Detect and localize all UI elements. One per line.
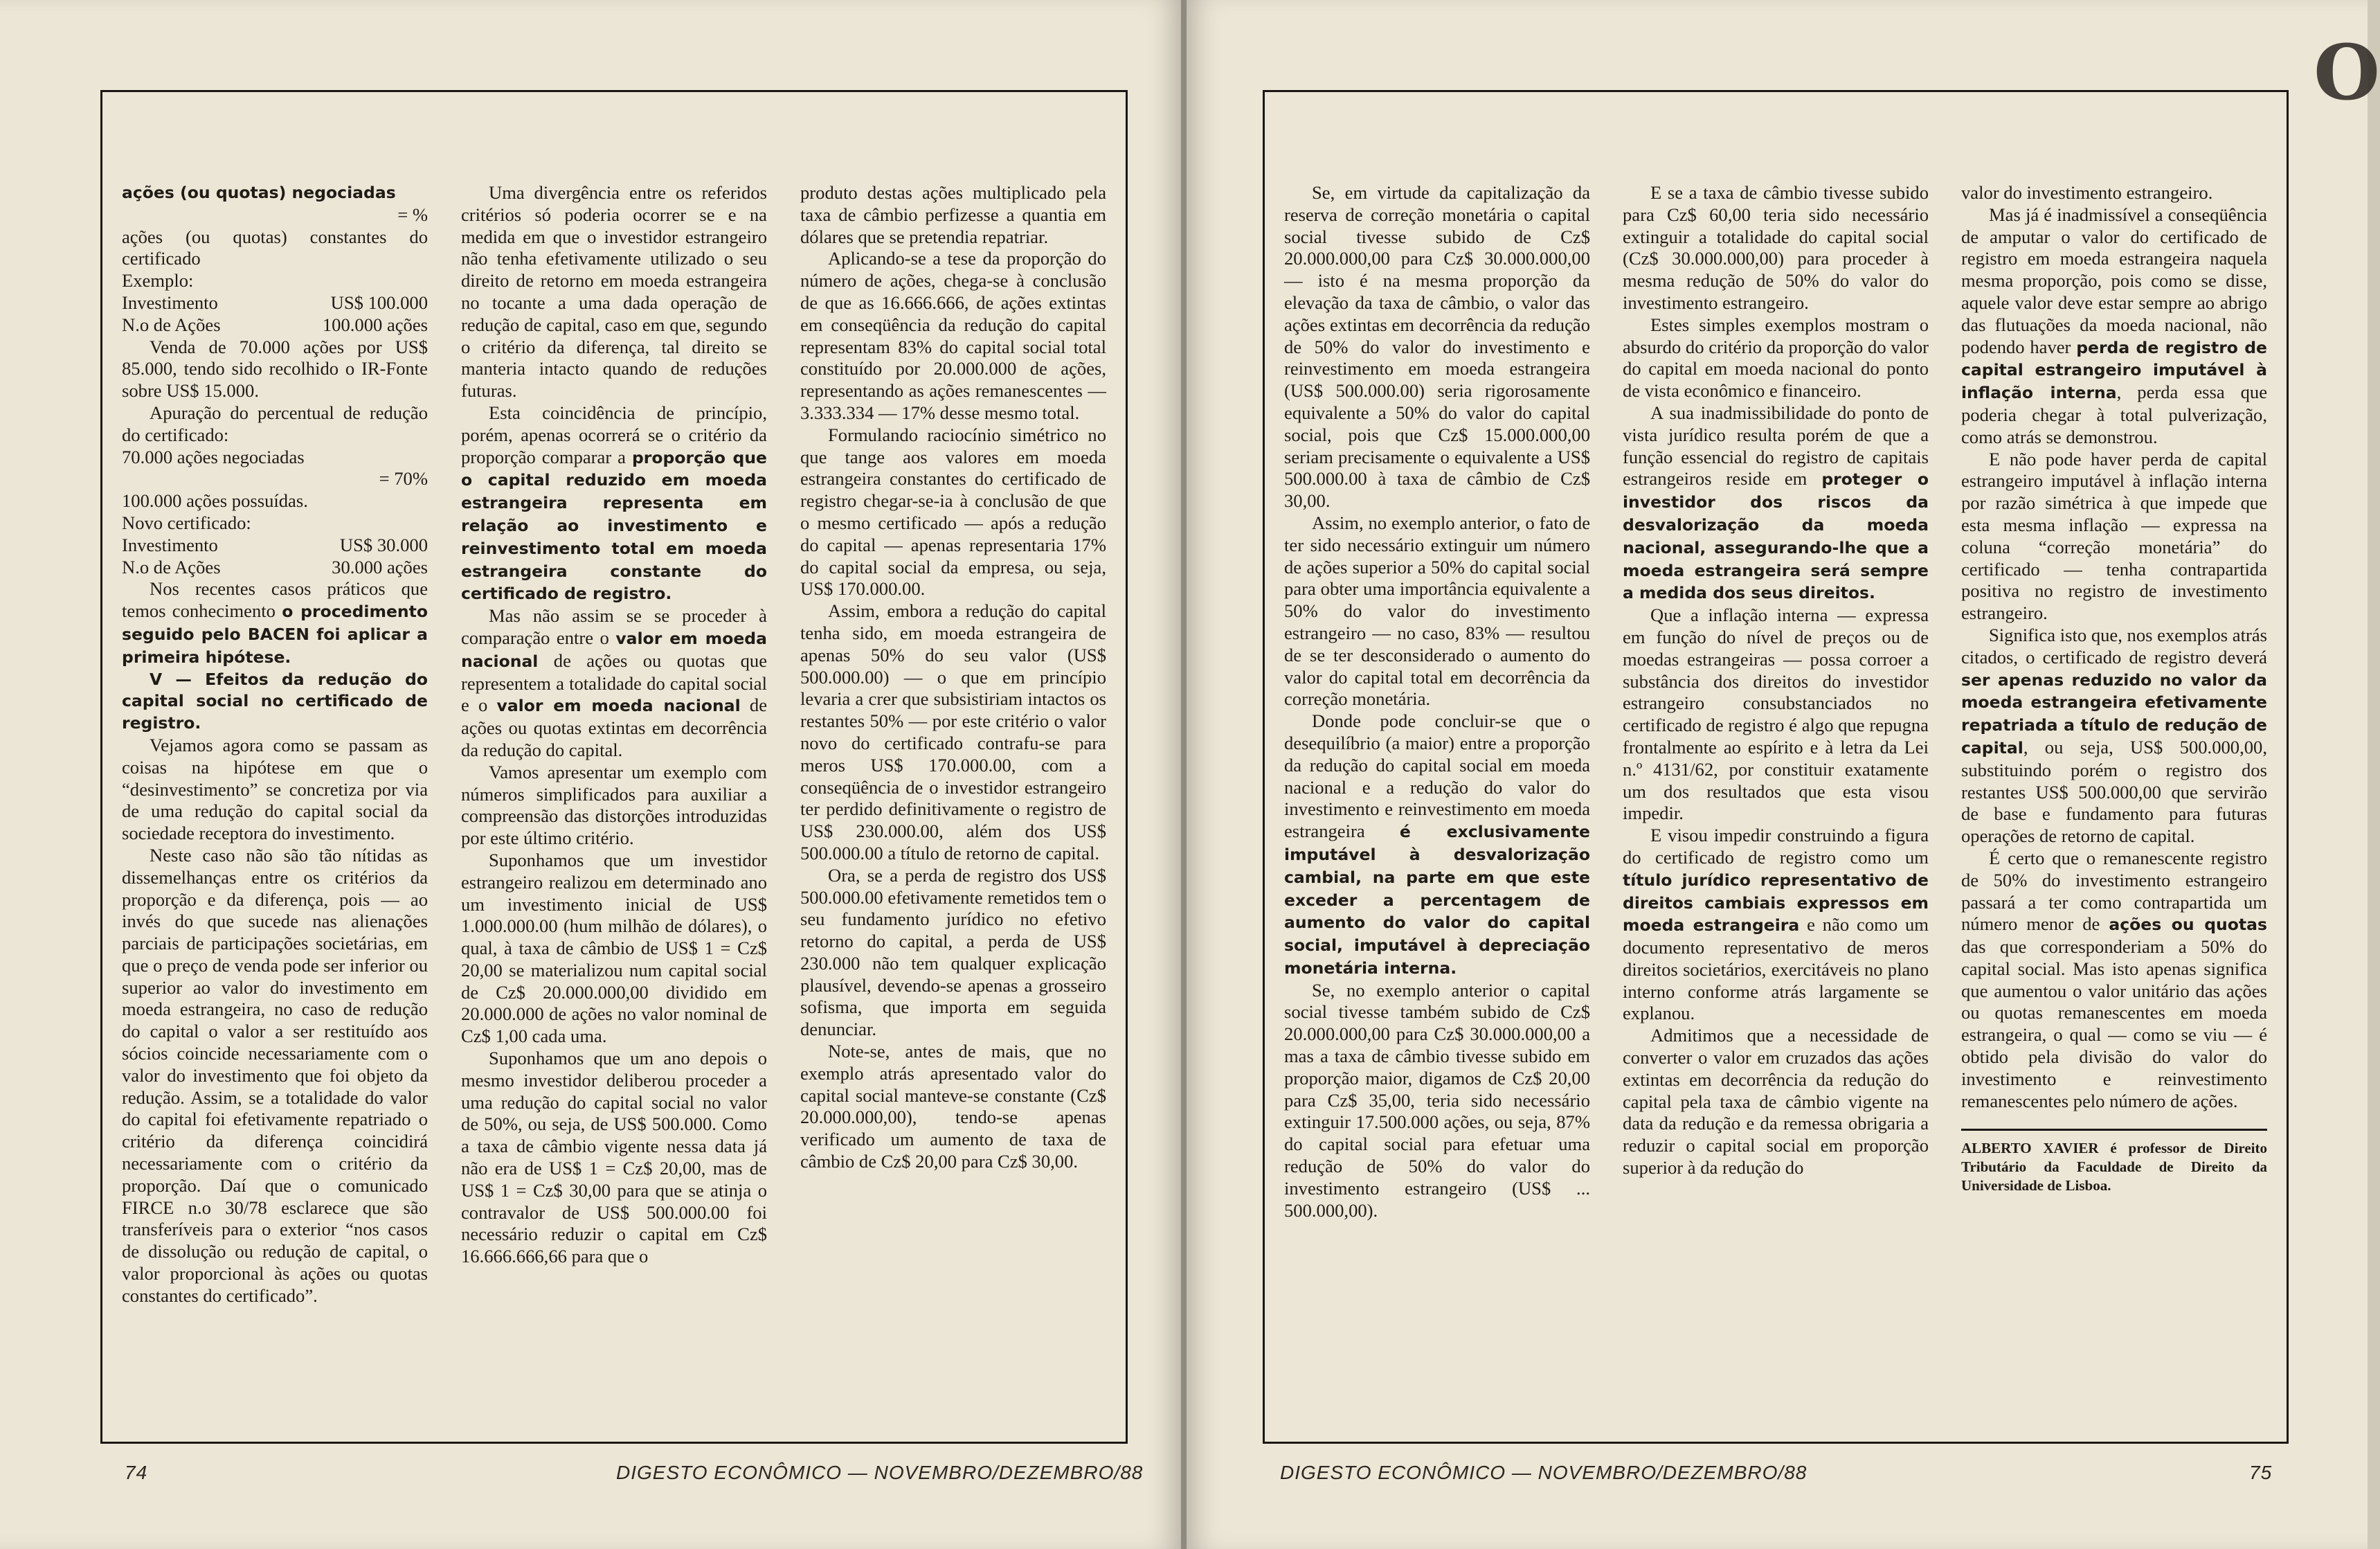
author-bio: ALBERTO XAVIER é professor de Direito Tributário da Faculdade de Direito da Universidade de Lisboa. <box>1961 1129 2267 1195</box>
section-heading: V — Efeitos da redução do capital social no certificado de registro. <box>122 669 428 733</box>
paragraph <box>1961 848 2267 1113</box>
bold-text-run: ser apenas reduzido no valor da moeda estrangeira efetivamente repatriada a título de redução de capital <box>1961 670 2267 758</box>
right-column-3 <box>1961 182 2267 1428</box>
paragraph: Assim, embora a redução do capital tenha sido, em moeda estrangeira de apenas 50% do seu valor (US$ 500.000.00) — o que em princípio levaria a crer que subsistiriam intactos os restantes 50% — por este critério o valor novo do certificado contrafu-se para meros US$ 170.000.00, com a conseqüência de o investidor estrangeiro ter perdido definitivamente o registro de US$ 230.000.00, além dos US$ 500.000.00 a título de retorno de capital. <box>800 600 1106 863</box>
paragraph <box>1961 204 2267 449</box>
paragraph: produto destas ações multiplicado pela taxa de câmbio perfizesse a quantia em dólares que se pretendia repatriar. <box>800 182 1106 247</box>
text-run: Mas já é inadmissível a conseqüência de amputar o valor do certificado de registro em moeda estrangeira naquela mesma proporção, pois como se disse, aquele valor deve estar sempre ao abrigo das flutuações da moeda nacional, não podendo haver <box>1961 204 2267 357</box>
fraction-equals: = 70% <box>379 468 428 490</box>
paragraph: Admitimos que a necessidade de converter o valor em cruzados das ações extintas em decorrência da redução do capital pela taxa de câmbio vigente na data da redução e da remessa obrigaria a reduzir o capital social em proporção superior à da redução do <box>1623 1025 1929 1179</box>
row-value: US$ 30.000 <box>339 534 428 555</box>
right-page-frame <box>1263 90 2289 1444</box>
paragraph: Ora, se a perda de registro dos US$ 500.000.00 efetivamente remetidos tem o seu fundamento jurídico no efetivo retorno do capital, a perda de US$ 230.000 não tem qualquer explicação plausível, devendo-se apenas a grosseiro sofisma, que importa em seguida denunciar. <box>800 864 1106 1040</box>
right-columns <box>1265 182 2287 1428</box>
text-run: Nos recentes casos práticos que temos conhecimento <box>122 578 428 622</box>
left-columns <box>102 182 1126 1428</box>
paragraph: Apuração do percentual de redução do certificado: <box>122 402 428 445</box>
example-row <box>122 535 428 557</box>
paragraph <box>461 605 767 762</box>
paragraph <box>1623 402 1929 605</box>
text-run: E visou impedir construindo a figura do certificado de registro como um <box>1623 825 1929 868</box>
page-number: 74 <box>125 1462 148 1483</box>
example-row <box>122 292 428 314</box>
text-run: Significa isto que, nos exemplos atrás citados, o certificado de registro deverá <box>1961 624 2267 668</box>
text-run: Donde pode concluir-se que o desequilíbrio (a maior) entre a proporção da redução do capital social em moeda nacional e a redução do valor do investimento e reinvestimento em moeda estrangeira <box>1284 710 1590 842</box>
paragraph <box>1961 625 2267 848</box>
paragraph: Que a inflação interna — expressa em função do nível de preços ou de moedas estrangeiras — possa corroer a substância dos direitos do investidor estrangeiro consubstanciados no certificado de registro é algo que repugna frontalmente ao espírito e à letra da Lei n.º 4131/62, por constituir exatamente um dos resultados que esta visou impedir. <box>1623 605 1929 824</box>
example-row <box>122 314 428 337</box>
left-page-frame <box>100 90 1128 1444</box>
paragraph: Vejamos agora como se passam as coisas na hipótese em que o “desinvestimento” se concretiza por via de uma redução do capital social da sociedade receptora do investimento. <box>122 734 428 844</box>
bold-text-run: o procedimento seguido pelo BACEN foi aplicar a primeira hipótese. <box>122 602 428 667</box>
row-label: N.o de Ações <box>122 556 221 577</box>
paragraph: Vamos apresentar um exemplo com números simplificados para auxiliar a compreensão das distorções introduzidas por este último critério. <box>461 761 767 849</box>
paragraph: Suponhamos que um ano depois o mesmo investidor deliberou proceder a uma redução do capital social no valor de 50%, ou seja, de US$ 500.000. Como a taxa de câmbio vigente nessa data já não era de US$ 1 = Cz$ 20,00, mas de US$ 1 = Cz$ 30,00 para que se atinja o contravalor de US$ 500.000.00 foi necessário reduzir o capital em Cz$ 16.666.666,66 para que o <box>461 1048 767 1267</box>
bold-text-run: ações ou quotas <box>2109 915 2267 935</box>
fraction-denominator: ações (ou quotas) constantes do certificado <box>122 226 428 269</box>
right-column-1 <box>1284 182 1590 1428</box>
row-label: N.o de Ações <box>122 314 221 335</box>
text-run: Esta coincidência de princípio, porém, apenas ocorrerá se o critério da proporção comparar a <box>461 402 767 467</box>
paragraph: Aplicando-se a tese da proporção do número de ações, chega-se à conclusão de que as 16.666.666, de ações extintas em conseqüência da redução do capital representam 83% do capital social total constituído por 20.000.000 de ações, representando as ações remanescentes — 3.333.334 — 17% desse mesmo total. <box>800 248 1106 423</box>
paragraph: Se, em virtude da capitalização da reserva de correção monetária o capital social tivesse subido de Cz$ 20.000.000,00 para Cz$ 30.000.000,00 — isto é na mesma proporção da elevação da taxa de câmbio, o valor das ações extintas em decorrência da redução de 50% do valor do investimento e reinvestimento em moeda estrangeira (US$ 500.000.00) seria rigorosamente equivalente a 50% do valor do capital social, pois que Cz$ 15.000.000,00 seriam precisamente o equivalente a US$ 500.000.00 à taxa de câmbio de Cz$ 30,00. <box>1284 182 1590 512</box>
row-label: Investimento <box>122 534 218 555</box>
bold-text-run: proteger o investidor dos riscos da desvalorização da moeda nacional, assegurando-lhe que a moeda estrangeira será sempre a medida dos seus direitos. <box>1623 469 1929 603</box>
paragraph: E se a taxa de câmbio tivesse subido para Cz$ 60,00 teria sido necessário extinguir a totalidade do capital social (Cz$ 30.000.000,00) para proceder à mesma redução de 50% do valor do investimento estrangeiro. <box>1623 182 1929 313</box>
paragraph: E não pode haver perda de capital estrangeiro imputável à inflação interna por razão simétrica à que impede que esta mesma inflação — expressa na coluna “correção monetária” do certificado — tenha contrapartida positiva no registro de investimento estrangeiro. <box>1961 448 2267 624</box>
right-column-2 <box>1623 182 1929 1428</box>
left-column-1 <box>122 182 428 1428</box>
left-column-2 <box>461 182 767 1428</box>
paragraph <box>1623 825 1929 1025</box>
text-run: , ou seja, US$ 500.000,00, substituindo porém o registro dos restantes US$ 500.000,00 que servirão de base e fundamento para futuras operações de retorno de capital. <box>1961 736 2267 847</box>
bold-text-run: é exclusivamente imputável à desvalorização cambial, na parte em que este exceder a percentagem de aumento do valor do capital social, imputável à depreciação monetária interna. <box>1284 822 1590 978</box>
running-footer: DIGESTO ECONÔMICO — NOVEMBRO/DEZEMBRO/88 <box>616 1462 1144 1483</box>
bold-text-run: perda de registro de capital estrangeiro imputável à inflação interna <box>1961 337 2267 403</box>
paragraph: Note-se, antes de mais, que no exemplo atrás apresentado valor do capital social manteve-se constante (Cz$ 20.000.000,00), tendo-se apenas verificado um aumento de taxa de câmbio de Cz$ 20,00 para Cz$ 30,00. <box>800 1041 1106 1172</box>
fraction-numerator: 70.000 ações negociadas <box>122 446 305 467</box>
paragraph <box>461 402 767 605</box>
paragraph: Se, no exemplo anterior o capital social tivesse também subido de Cz$ 20.000.000,00 para Cz$ 30.000.000,00 a mas a taxa de câmbio tivesse subido em proporção maior, digamos de Cz$ 20,00 para Cz$ 35,00, teria sido necessário extinguir 17.500.000 ações, ou seja, 87% do capital social para efetuar uma redução de 50% do valor do investimento estrangeiro (US$ ... 500.000,00). <box>1284 979 1590 1221</box>
paragraph: Neste caso não são tão nítidas as dissemelhanças entre os critérios da proporção e da diferença, pois — ao invés do que sucede nas alienações parciais de participações societárias, em que o preço de venda pode ser inferior ou superior ao valor do investimento em moeda estrangeira, no caso de redução do capital o valor a ser restituído aos sócios coincide necessariamente com o valor do investimento que foi objeto da redução. Assim, se a totalidade do valor do capital foi efetivamente repatriado o critério da diferença coincidirá necessariamente com o critério da proporção. Daí que o comunicado FIRCE n.o 30/78 esclarece que são transferíveis para o exterior “nos casos de dissolução ou redução de capital, o valor proporcional às ações ou quotas constantes do certificado”. <box>122 844 428 1306</box>
left-page <box>0 0 1181 1549</box>
example-label: Exemplo: <box>122 270 194 292</box>
row-value: US$ 100.000 <box>330 292 428 313</box>
bold-text-run: proporção que o capital reduzido em moeda estrangeira representa em relação ao investimento e reinvestimento total em moeda estrangeira constante do certificado de registro. <box>461 447 767 604</box>
paragraph: Uma divergência entre os referidos critérios só poderia ocorrer se e na medida em que o investidor estrangeiro não tenha efetivamente utilizado o seu direito de retorno em moeda estrangeira no tocante a uma dada operação de redução de capital, caso em que, segundo o critério da diferença, tal direito se manteria intacto quando de reduções futuras. <box>461 182 767 402</box>
row-value: 30.000 ações <box>332 556 428 577</box>
text-run: A sua inadmissibilidade do ponto de vista jurídico resulta porém de que a função essencial do registro de capitais estrangeiros reside em <box>1623 402 1929 490</box>
text-run: e não como um documento representativo de meros direitos societários, exercitáveis no plano interno conforme atrás largamente se explanou. <box>1623 914 1929 1024</box>
text-run: , perda essa que poderia chegar à total pulverização, como atrás se demonstrou. <box>1961 382 2268 447</box>
example-row <box>122 557 428 579</box>
paragraph <box>122 578 428 668</box>
row-label: Investimento <box>122 292 218 313</box>
fraction-numerator: ações (ou quotas) negociadas <box>122 183 396 202</box>
row-value: 100.000 ações <box>322 314 428 335</box>
right-page <box>1187 0 2380 1549</box>
paragraph: Formulando raciocínio simétrico no que tange aos valores em moeda estrangeira constantes do certificado de registro chegar-se-ia à conclusão de que o mesmo certificado — após a redução do capital — apenas representaria 17% do capital social da empresa, ou seja, US$ 170.000.00. <box>800 424 1106 600</box>
bold-text-run: título jurídico representativo de direitos cambiais expressos em moeda estrangeira <box>1623 870 1929 935</box>
paragraph <box>1284 710 1590 980</box>
fraction-denominator: 100.000 ações possuídas. <box>122 490 308 512</box>
page-number: 75 <box>2249 1462 2273 1483</box>
paragraph: Assim, no exemplo anterior, o fato de ter sido necessário extinguir um número de ações superior a 50% do capital social para obter uma importância equivalente a 50% do valor do investimento estrangeiro — no caso, 83% — resultou de se ter desconsiderado o aumento do valor do capital total em decorrência da correção monetária. <box>1284 512 1590 710</box>
paragraph: valor do investimento estrangeiro. <box>1961 182 2213 203</box>
text-run: de ações ou quotas que representem a totalidade do capital social e o <box>461 650 767 716</box>
paragraph: Venda de 70.000 ações por US$ 85.000, tendo sido recolhido o IR-Fonte sobre US$ 15.000. <box>122 336 428 402</box>
text-run: É certo que o remanescente registro de 50% do investimento estrangeiro passará a ter como contrapartida um número menor de <box>1961 847 2267 935</box>
edge-logo-glyph: O <box>2314 28 2380 117</box>
paragraph: Estes simples exemplos mostram o absurdo do critério da proporção do valor do capital em moeda nacional do ponto de vista econômico e financeiro. <box>1623 314 1929 402</box>
left-column-3 <box>800 182 1106 1428</box>
text-run: Mas não assim se se proceder à comparação entre o <box>461 605 767 648</box>
text-run: de ações ou quotas extintas em decorrência da redução do capital. <box>461 695 768 760</box>
new-certificate-label: Novo certificado: <box>122 512 251 533</box>
bold-text-run: valor em moeda nacional <box>496 696 741 716</box>
paragraph: Suponhamos que um investidor estrangeiro realizou em determinado ano um investimento inicial de US$ 1.000.000.00 (hum milhão de dólares), o qual, à taxa de câmbio de US$ 1 = Cz$ 20,00 se materializou num capital social de Cz$ 20.000.000,00 dividido em 20.000.000 de ações no valor nominal de Cz$ 1,00 cada uma. <box>461 849 767 1047</box>
running-footer: DIGESTO ECONÔMICO — NOVEMBRO/DEZEMBRO/88 <box>1280 1462 1807 1483</box>
text-run: das que corresponderiam a 50% do capital social. Mas isto apenas significa que aumentou o valor unitário das ações ou quotas remanescentes em moeda estrangeira, o qual — como se viu — é obtido pela divisão do valor do investimento e reinvestimento remanescentes pelo número de ações. <box>1961 936 2267 1111</box>
fraction-equals: = % <box>397 204 428 225</box>
bold-text-run: valor em moeda nacional <box>461 628 767 671</box>
